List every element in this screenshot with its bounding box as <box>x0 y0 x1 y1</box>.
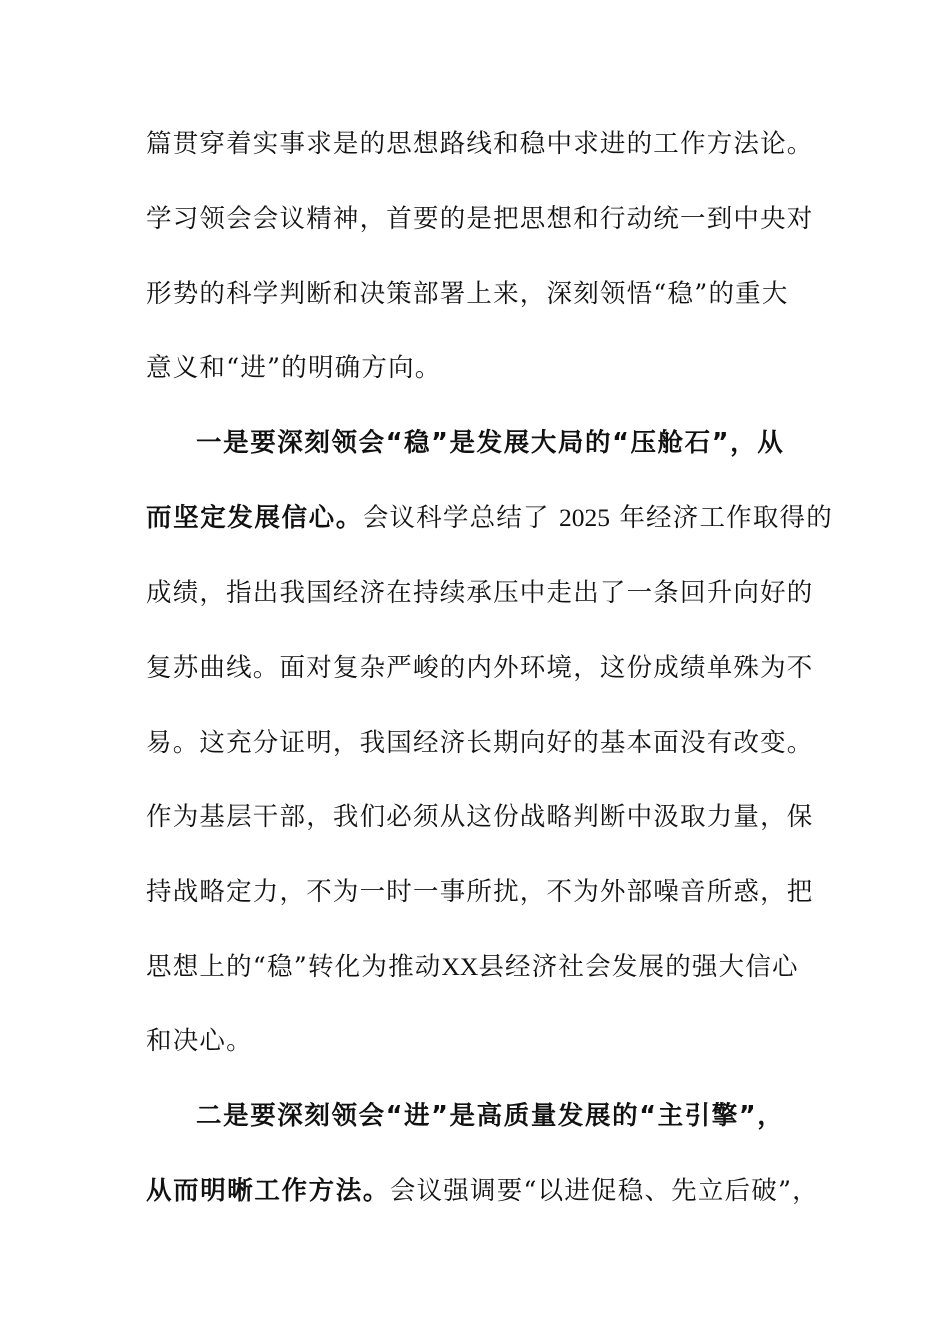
text-run: 持战略定力，不为一时一事所扰，不为外部噪音所惑，把 <box>146 877 814 907</box>
section-body-line-2 <box>146 577 826 609</box>
section-heading-text: 而坚定发展信心。 <box>146 503 363 533</box>
section-body-line-3 <box>146 652 826 684</box>
text-run: 会议科学总结了 <box>362 503 550 533</box>
section-body-line-7 <box>146 951 826 983</box>
text-run: 复苏曲线。面对复杂严峻的内外环境，这份成绩单殊为不 <box>146 653 814 683</box>
paragraph-line-3 <box>146 278 826 310</box>
text-run: 篇贯穿着实事求是的思想路线和稳中求进的工作方法论。 <box>146 129 814 159</box>
text-run: 县经济社会发展的强大信心 <box>478 952 799 982</box>
section-body-line-4 <box>146 727 826 759</box>
section-heading-text: 一是要深刻领会“稳”是发展大局的“压舱石”，从 <box>196 428 785 458</box>
section-body-line-1 <box>146 502 833 534</box>
text-run: 会议强调要“以进促稳、先立后破”， <box>389 1176 819 1206</box>
county-placeholder: XX <box>441 952 479 981</box>
year-number: 2025 <box>559 503 611 532</box>
text-run: 学习领会会议精神，首要的是把思想和行动统一到中央对 <box>146 204 814 234</box>
section-heading-line-2 <box>196 1100 876 1132</box>
text-run: 易。这充分证明，我国经济长期向好的基本面没有改变。 <box>146 728 814 758</box>
section-body-line-8 <box>146 1025 826 1057</box>
section-body-line-9 <box>146 1175 826 1207</box>
section-heading-text: 从而明晰工作方法。 <box>146 1176 390 1206</box>
section-body-line-5 <box>146 801 826 833</box>
section-body-line-6 <box>146 876 826 908</box>
paragraph-line-4 <box>146 352 826 384</box>
section-heading-line-1 <box>196 427 876 459</box>
text-run: 意义和“进”的明确方向。 <box>146 353 442 383</box>
text-run: 作为基层干部，我们必须从这份战略判断中汲取力量，保 <box>146 802 814 832</box>
paragraph-line-1 <box>146 128 826 160</box>
text-run: 和决心。 <box>146 1026 253 1056</box>
text-run: 思想上的“稳”转化为推动 <box>146 952 442 982</box>
text-run: 形势的科学判断和决策部署上来，深刻领悟“稳”的重大 <box>146 279 789 309</box>
paragraph-line-2 <box>146 203 826 235</box>
text-run: 成绩，指出我国经济在持续承压中走出了一条回升向好的 <box>146 578 814 608</box>
text-run: 年经济工作取得的 <box>619 503 833 533</box>
section-heading-text: 二是要深刻领会“进”是高质量发展的“主引擎”， <box>196 1101 785 1131</box>
